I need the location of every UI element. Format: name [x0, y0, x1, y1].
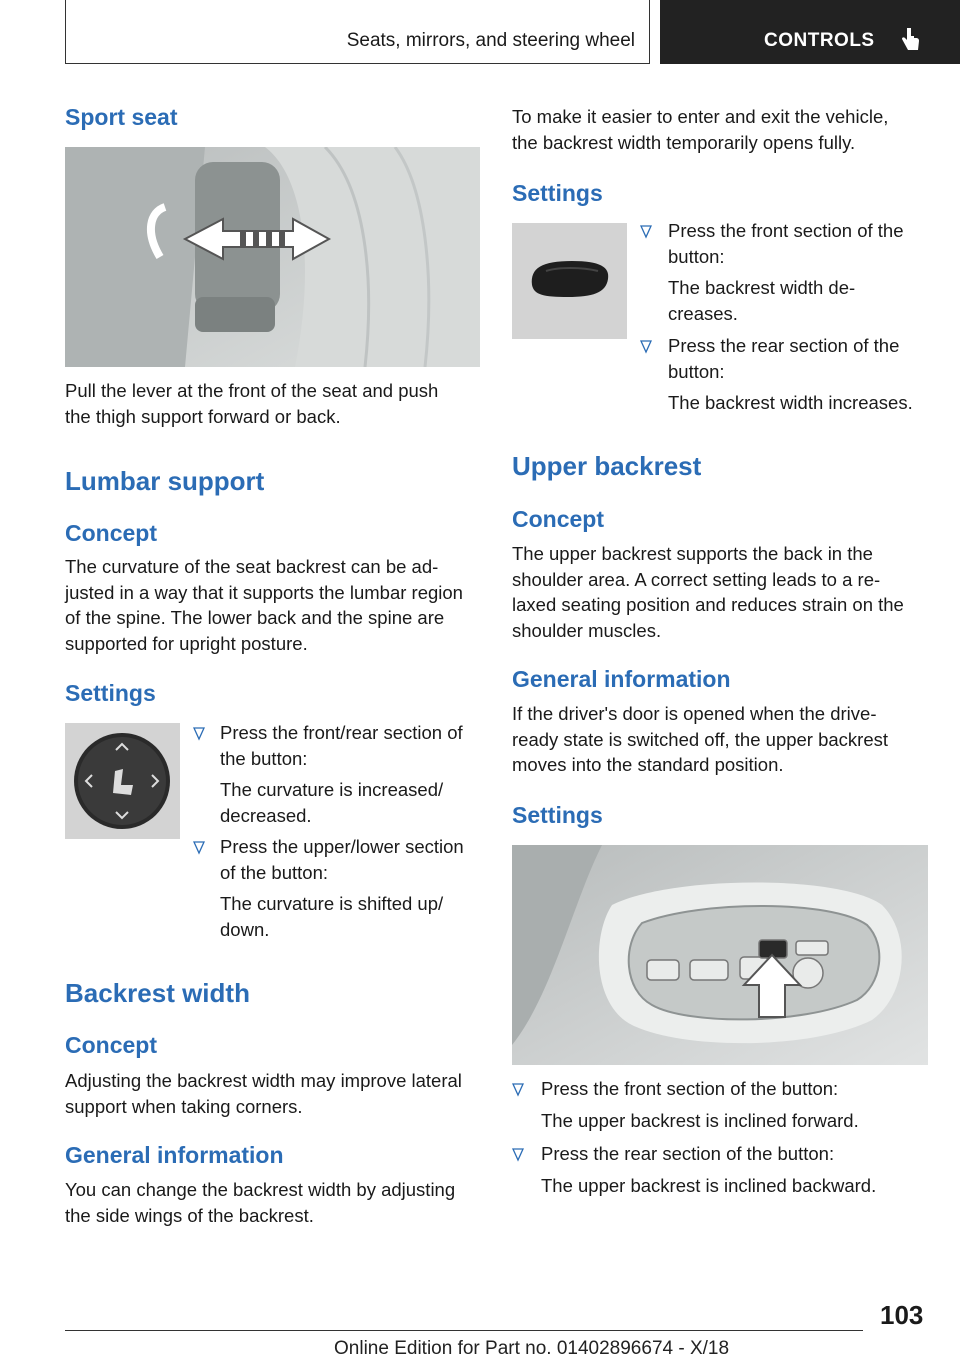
backrest-width-concept-line: support when taking corners.	[65, 1095, 303, 1117]
upper-backrest-general-line: ready state is switched off, the upper backrest	[512, 728, 889, 750]
sport-seat-caption-line1: Pull the lever at the front of the seat and push	[65, 380, 439, 401]
upper-backrest-bullet-2-result1: The upper backrest is inclined backward.	[541, 1174, 877, 1196]
lumbar-concept-line: The curvature of the seat backrest can be ad‐	[65, 556, 439, 577]
sport-seat-photo	[65, 147, 480, 367]
lumbar-concept-line: justed in a way that it supports the lumbar region	[65, 581, 463, 603]
width-rocker-button-icon	[512, 223, 627, 339]
upper-backrest-bullet-1-result1: The upper backrest is inclined forward.	[541, 1109, 859, 1131]
bullet-triangle-icon	[640, 225, 652, 239]
lumbar-bullet-2-line2: of the button:	[220, 861, 329, 883]
lumbar-support-heading: Lumbar support	[65, 466, 265, 496]
width-intro-line: To make it easier to enter and exit the vehicle,	[512, 106, 889, 127]
upper-backrest-bullet-2-line1: Press the rear section of the button:	[541, 1143, 835, 1164]
header-section-title: Seats, mirrors, and steering wheel	[346, 30, 635, 51]
width-bullet-2-line2: button:	[668, 360, 725, 382]
width-bullet-1-line2: button:	[668, 245, 725, 267]
seat-controls-photo	[512, 845, 928, 1065]
lumbar-concept-line: of the spine. The lower back and the spine are	[65, 607, 445, 628]
width-bullet-1-line1: Press the front section of the	[668, 220, 904, 241]
lumbar-bullet-1-line2: the button:	[220, 747, 308, 769]
header-tab-label: CONTROLS	[764, 30, 875, 51]
width-bullet-2-line1: Press the rear section of the	[668, 335, 900, 356]
width-settings-heading: Settings	[512, 180, 603, 206]
upper-backrest-general-line: moves into the standard position.	[512, 754, 784, 775]
bullet-triangle-icon	[640, 340, 652, 354]
upper-backrest-concept-line: The upper backrest supports the back in the	[512, 543, 873, 564]
upper-backrest-concept-heading: Concept	[512, 506, 604, 532]
sport-seat-illustration	[65, 147, 480, 367]
backrest-width-general-line: You can change the backrest width by adjusting	[65, 1179, 456, 1200]
header-section-box	[65, 0, 650, 64]
lumbar-settings-heading: Settings	[65, 680, 156, 706]
upper-backrest-general-heading: General information	[512, 666, 731, 692]
bullet-triangle-icon	[193, 727, 205, 741]
upper-backrest-bullet-1-line1: Press the front section of the button:	[541, 1078, 839, 1099]
bullet-triangle-icon	[512, 1148, 524, 1162]
lumbar-bullet-2-result2: down.	[220, 918, 270, 940]
lumbar-bullet-2-line1: Press the upper/lower section	[220, 836, 464, 857]
width-bullet-1-result2: creases.	[668, 302, 738, 324]
footer-edition: Online Edition for Part no. 01402896674 - X/18	[334, 1338, 730, 1359]
upper-backrest-general-line: If the driver's door is opened when the drive-	[512, 703, 877, 724]
seat-controls-illustration	[512, 845, 928, 1065]
backrest-width-general-heading: General information	[65, 1142, 284, 1168]
width-bullet-2-result1: The backrest width increases.	[668, 392, 913, 413]
upper-backrest-heading: Upper backrest	[512, 451, 702, 481]
upper-backrest-settings-heading: Settings	[512, 802, 603, 828]
sport-seat-caption-line2: the thigh support forward or back.	[65, 405, 341, 427]
lumbar-bullet-1-line1: Press the front/rear section of	[220, 722, 463, 743]
backrest-width-general-line: the side wings of the backrest.	[65, 1204, 314, 1226]
upper-backrest-concept-line: shoulder area. A correct setting leads to a re‐	[512, 568, 881, 590]
backrest-width-concept-heading: Concept	[65, 1032, 157, 1058]
bullet-triangle-icon	[512, 1083, 524, 1097]
lumbar-bullet-1-result1: The curvature is increased/	[220, 779, 444, 800]
backrest-width-heading: Backrest width	[65, 978, 250, 1008]
lumbar-bullet-2-result1: The curvature is shifted up/	[220, 893, 444, 914]
upper-backrest-concept-line: shoulder muscles.	[512, 619, 662, 641]
page-number: 103	[880, 1300, 924, 1330]
lumbar-button-image	[65, 723, 180, 839]
width-button-image	[512, 223, 627, 339]
header-controls-tab[interactable]	[660, 0, 960, 64]
touch-hand-icon	[898, 26, 922, 54]
lumbar-bullet-1-result2: decreased.	[220, 804, 312, 826]
sport-seat-heading: Sport seat	[65, 104, 178, 130]
lumbar-concept-heading: Concept	[65, 520, 157, 546]
lumbar-controller-icon	[65, 723, 180, 839]
backrest-width-concept-line: Adjusting the backrest width may improve lateral	[65, 1070, 462, 1091]
upper-backrest-concept-line: laxed seating position and reduces strain on the	[512, 594, 904, 615]
lumbar-concept-line: supported for upright posture.	[65, 632, 308, 654]
width-intro-line: the backrest width temporarily opens fully.	[512, 131, 856, 153]
width-bullet-1-result1: The backrest width de‐	[668, 277, 856, 298]
footer-divider	[65, 1330, 863, 1331]
bullet-triangle-icon	[193, 841, 205, 855]
